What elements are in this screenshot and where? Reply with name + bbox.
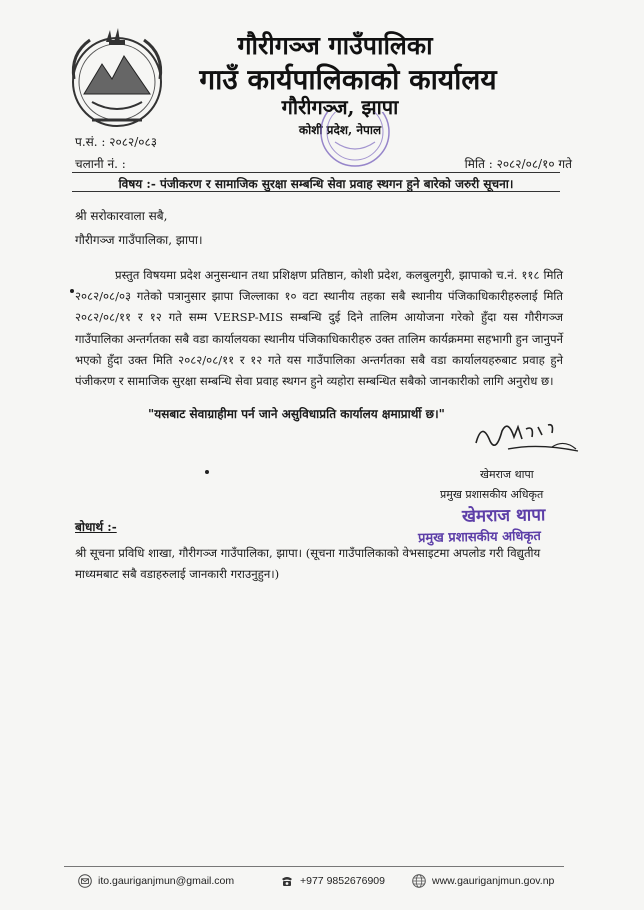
letterhead-location: गौरीगञ्ज, झापा xyxy=(281,95,399,119)
footer-website[interactable] xyxy=(412,874,554,888)
ink-dot xyxy=(205,470,209,474)
mail-icon xyxy=(78,874,92,888)
footer-phone[interactable] xyxy=(280,874,385,888)
office-seal-stamp xyxy=(295,112,415,172)
footer-phone-text: +977 9852676909 xyxy=(300,875,385,887)
reference-number: प.सं. : २०८२/०८३ xyxy=(75,135,157,149)
footer-rule xyxy=(64,866,564,867)
letterhead-municipality: गौरीगञ्ज गाउँपालिका xyxy=(237,31,433,60)
letter-body: प्रस्तुत विषयमा प्रदेश अनुसन्धान तथा प्रशिक्षण प्रतिष्ठान, कोशी प्रदेश, कलबुलगुरी, झापाको च.नं. ११८ मिति २०८२/०८/०३ गतेको पत्रानुसार झापा जिल्लाका १० वटा स्थानीय तहका सबै स्थानीय पंजिकाधिकारीहरुलाई मिति २०८२/०८/११ र १२ गते सम्म VERSP-MIS सम्बन्धि दुई दिने तालिम आयोजना गरेको हुँदा यस गौरीगञ्ज गाउँपालिका अन्तर्गतका सबै वडा कार्यालयका स्थानीय पंजिकाधिकारीहरु उक्त तालिम कार्यक्रममा सहभागी हुन जानुपर्ने भएको हुँदा उक्त मिति २०८२/०८/११ र १२ गते यस गाउँपालिका अन्तर्गतका सबै वडा कार्यालयहरुबाट प्रवाह हुने पंजीकरण र सामाजिक सुरक्षा सम्बन्धि सेवा प्रवाह स्थगन हुने व्यहोरा सम्बन्धित सबैको जानकारीको लागि अनुरोध छ। xyxy=(75,268,563,389)
signer-title: प्रमुख प्रशासकीय अधिकृत xyxy=(440,488,544,501)
recipient-line-2: गौरीगञ्ज गाउँपालिका, झापा। xyxy=(75,233,203,247)
letterhead-office: गाउँ कार्यपालिकाको कार्यालय xyxy=(199,63,497,96)
apology-quote: "यसबाट सेवाग्राहीमा पर्न जाने असुविधाप्रति कार्यालय क्षमाप्रार्थी छ।" xyxy=(148,407,445,421)
letter-date: मिति : २०८२/०८/१० गते xyxy=(464,157,572,171)
ink-dot xyxy=(70,289,74,293)
globe-icon xyxy=(412,874,426,888)
letterhead-province: कोशी प्रदेश, नेपाल xyxy=(298,123,382,137)
stamp-name: खेमराज थापा xyxy=(461,505,546,527)
footer-email-text: ito.gauriganjmun@gmail.com xyxy=(98,875,235,887)
handwritten-signature xyxy=(468,413,588,463)
signer-name: खेमराज थापा xyxy=(480,468,534,481)
recipient-line-1: श्री सरोकारवाला सबै, xyxy=(75,209,168,223)
footer-website-text: www.gauriganjmun.gov.np xyxy=(432,875,555,887)
dispatch-number: चलानी नं. : xyxy=(75,157,126,171)
phone-icon xyxy=(280,874,294,888)
cc-heading: बोधार्थ :- xyxy=(75,520,117,534)
subject-line: विषय :- पंजीकरण र सामाजिक सुरक्षा सम्बन्धि सेवा प्रवाह स्थगन हुने बारेको जरुरी सूचना। xyxy=(118,177,514,191)
footer xyxy=(78,874,568,894)
cc-text: श्री सूचना प्रविधि शाखा, गौरीगञ्ज गाउँपालिका, झापा। (सूचना गाउँपालिकाको वेभसाइटमा अपलोड गरी विद्युतीय माध्यमबाट सबै वडाहरुलाई जानकारी गराउनुहुन।) xyxy=(75,546,541,581)
stamp-title: प्रमुख प्रशासकीय अधिकृत xyxy=(417,528,541,547)
subject-box xyxy=(72,172,560,192)
nepal-emblem-icon xyxy=(62,24,172,134)
footer-email[interactable] xyxy=(78,874,234,888)
